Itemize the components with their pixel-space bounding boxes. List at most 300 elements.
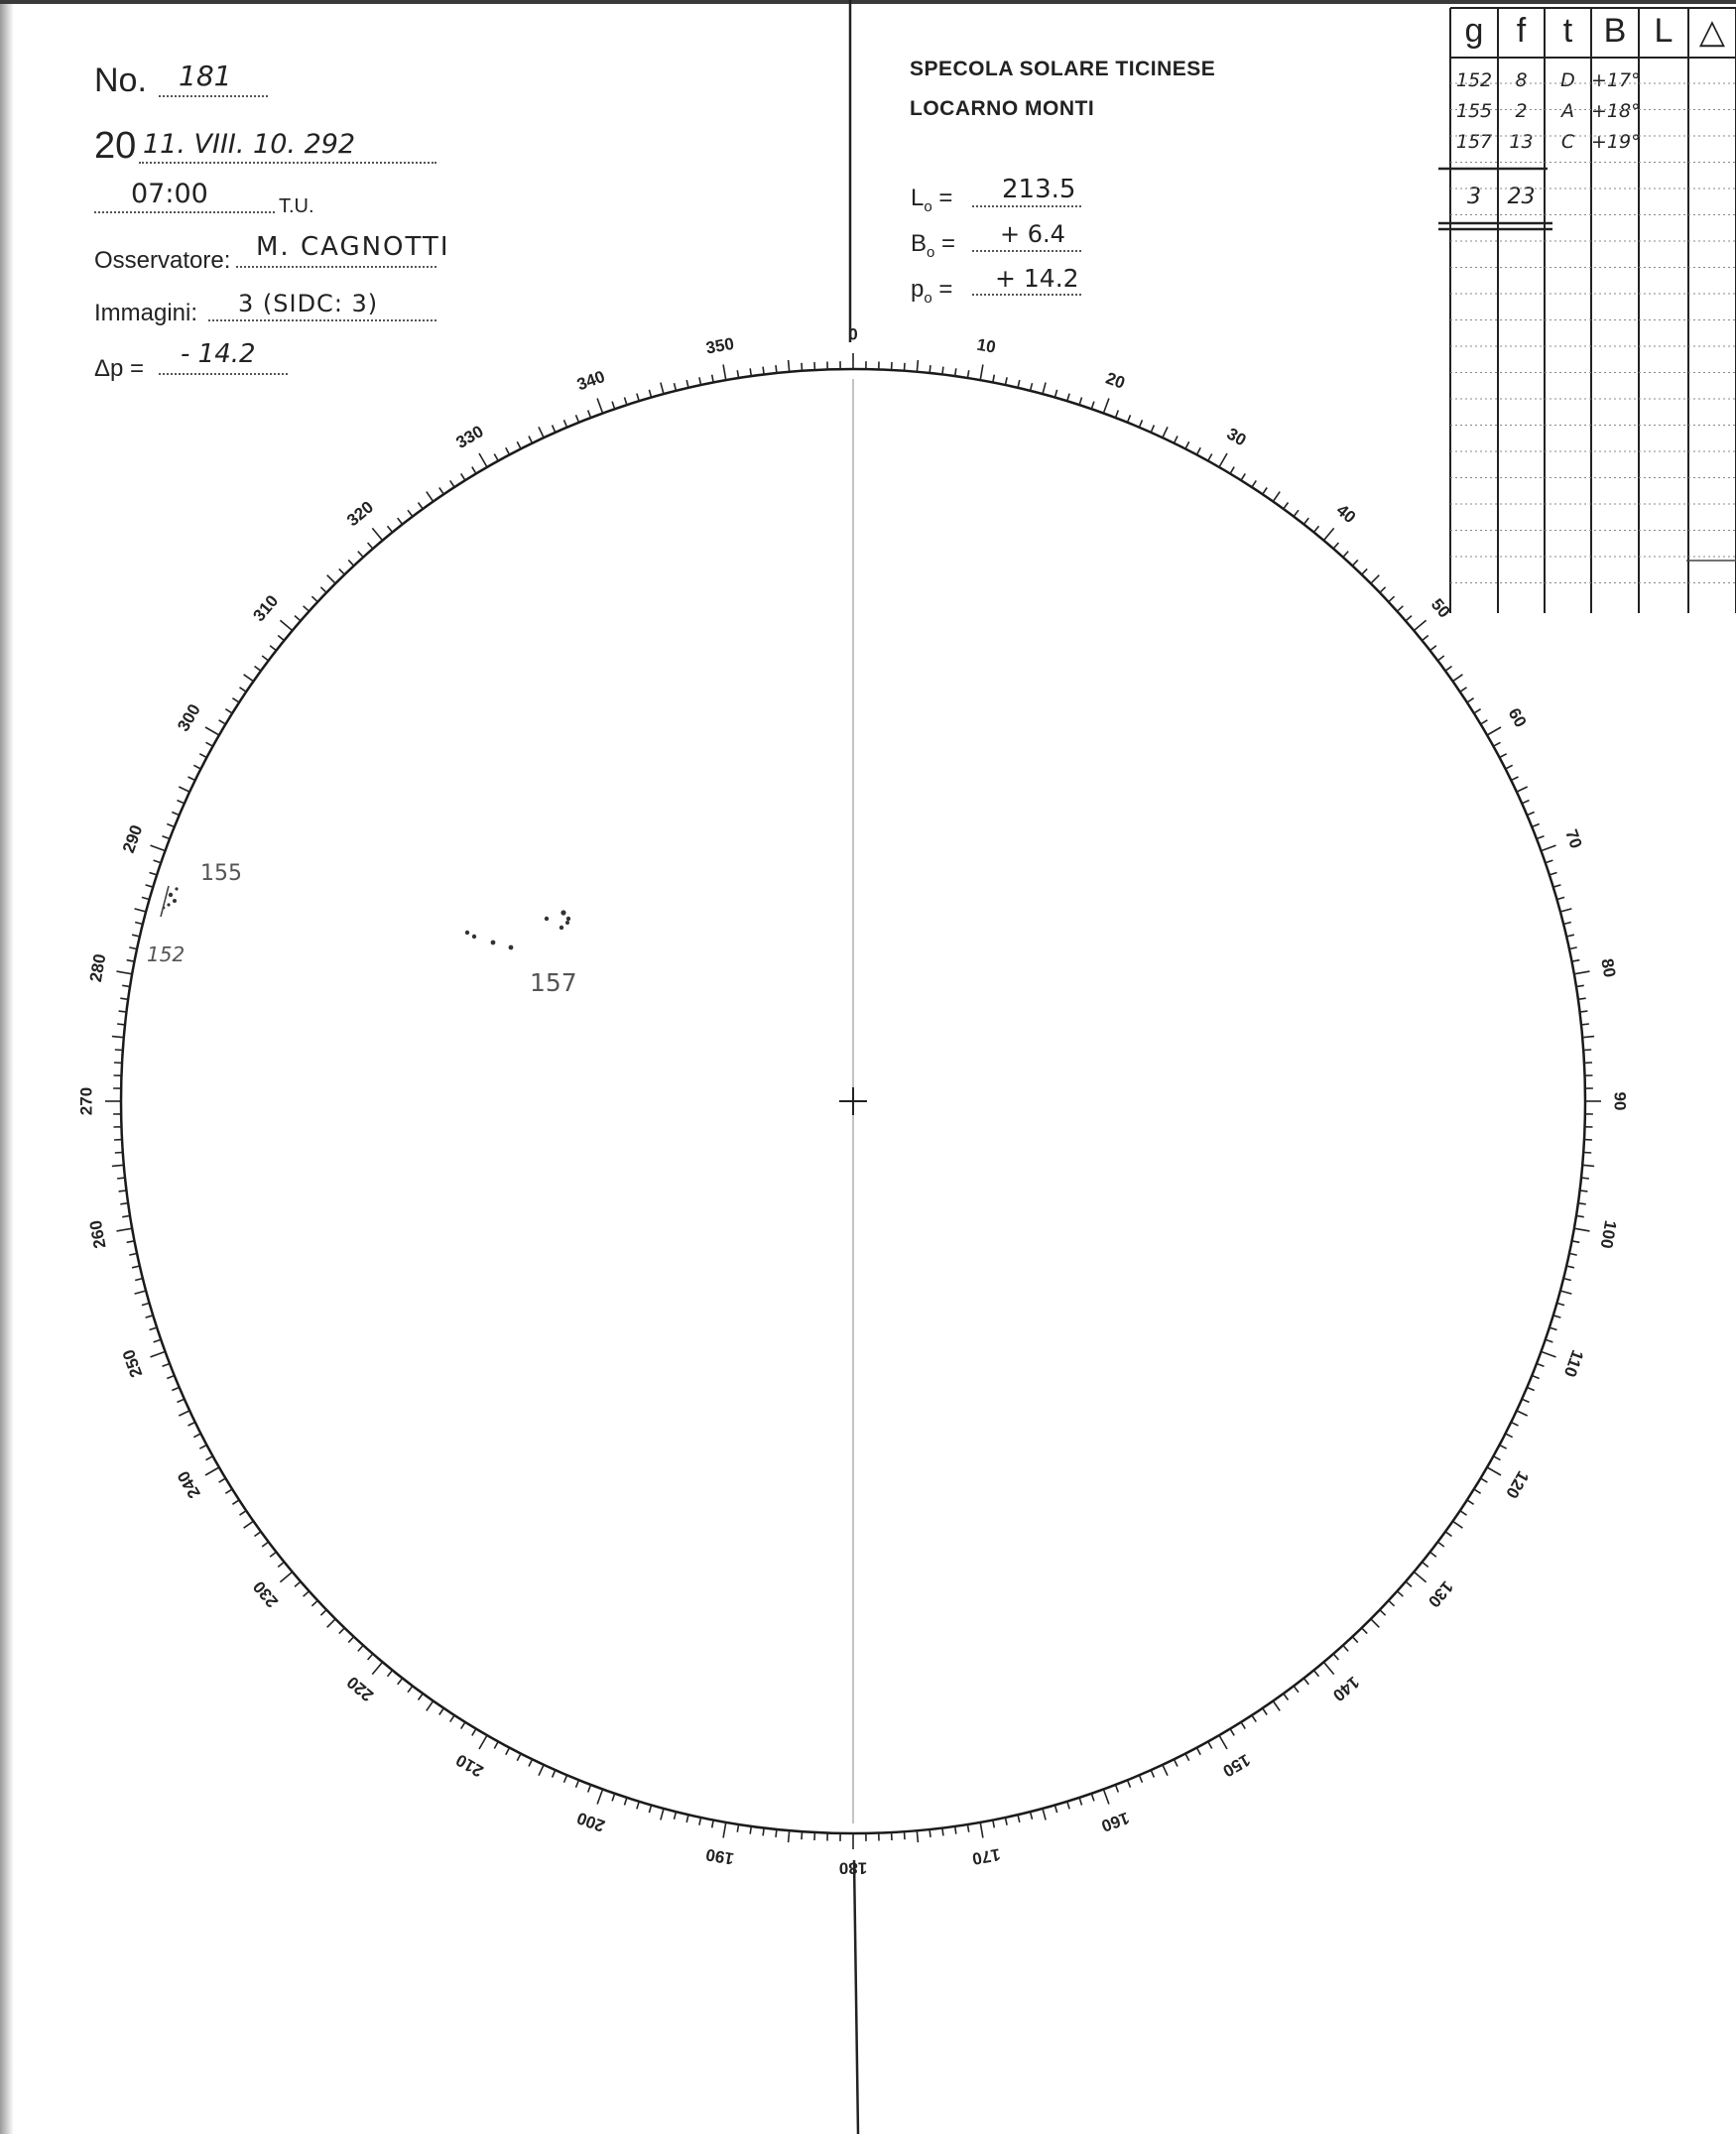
- table-cell: +19°: [1591, 131, 1641, 153]
- tick-mark: [278, 636, 284, 641]
- table-header-5: △: [1698, 13, 1726, 51]
- institution-location: LOCARNO MONTI: [910, 97, 1095, 120]
- tick-mark: [154, 860, 162, 863]
- tick-mark: [1128, 1780, 1131, 1787]
- tick-mark: [802, 363, 803, 371]
- tick-mark: [1569, 947, 1577, 949]
- tick-mark: [1323, 1662, 1333, 1674]
- tick-mark: [240, 1511, 247, 1516]
- tick-mark: [1580, 1011, 1588, 1012]
- tick-mark: [612, 402, 615, 410]
- tick-mark: [686, 380, 688, 388]
- tick-mark: [494, 454, 498, 461]
- table-header-2: t: [1562, 12, 1573, 50]
- tick-mark: [1474, 709, 1481, 713]
- tick-mark: [398, 1679, 403, 1685]
- tick-mark: [1163, 427, 1168, 438]
- tick-mark: [588, 1785, 591, 1793]
- tick-mark: [1380, 1610, 1386, 1616]
- tick-mark: [980, 365, 983, 381]
- sunspot: [560, 910, 565, 915]
- tick-mark: [304, 1591, 310, 1596]
- tick-mark: [1406, 1581, 1412, 1586]
- tick-mark: [205, 1467, 219, 1475]
- tick-mark: [1582, 1037, 1594, 1038]
- tick-mark: [1091, 402, 1094, 410]
- tick-mark: [1581, 1178, 1589, 1179]
- tick-label-220: 220: [343, 1672, 378, 1705]
- tick-mark: [1481, 1478, 1488, 1482]
- tick-mark: [1031, 1812, 1033, 1820]
- tick-mark: [1560, 909, 1572, 912]
- tick-mark: [576, 415, 579, 422]
- tick-mark: [1537, 836, 1545, 839]
- tick-label-330: 330: [452, 422, 487, 452]
- tick-mark: [348, 560, 354, 565]
- tick-mark: [1574, 1228, 1590, 1231]
- sunspot: [545, 917, 549, 921]
- tick-mark: [1241, 473, 1245, 480]
- tick-mark: [280, 620, 292, 630]
- tick-mark: [120, 998, 128, 999]
- tick-mark: [942, 1828, 943, 1836]
- tick-mark: [311, 596, 317, 602]
- tick-mark: [1494, 742, 1501, 746]
- tick-mark: [649, 1805, 651, 1813]
- tick-mark: [1581, 1024, 1589, 1025]
- tick-mark: [1430, 646, 1436, 651]
- tick-mark: [179, 1411, 189, 1416]
- tick-mark: [553, 1770, 556, 1777]
- table-cell: 8: [1515, 69, 1528, 91]
- delta-p-value: - 14.2: [181, 339, 256, 369]
- tick-mark: [122, 1215, 130, 1216]
- tick-mark: [150, 1327, 158, 1329]
- tick-mark: [723, 365, 726, 381]
- tick-mark: [1116, 411, 1119, 419]
- tick-mark: [637, 1802, 639, 1810]
- tick-mark: [320, 587, 326, 593]
- images-value: 3 (SIDC: 3): [238, 290, 379, 317]
- tick-mark: [1067, 1802, 1069, 1810]
- tick-mark: [723, 1822, 726, 1838]
- tick-mark: [199, 1445, 206, 1449]
- group-label-157: 157: [530, 968, 577, 997]
- tick-mark: [112, 1165, 124, 1166]
- images-label: Immagini:: [94, 300, 198, 326]
- table-cell: +18°: [1591, 100, 1641, 122]
- P0-value: + 14.2: [995, 264, 1079, 293]
- tick-label-310: 310: [249, 591, 283, 626]
- tick-mark: [127, 1241, 135, 1243]
- tick-mark: [327, 575, 336, 584]
- tick-mark: [1511, 1423, 1518, 1427]
- tick-mark: [675, 1812, 677, 1820]
- tick-mark: [993, 1820, 995, 1827]
- tick-mark: [117, 1024, 125, 1025]
- tick-mark: [1197, 447, 1201, 454]
- tick-mark: [1230, 1729, 1234, 1736]
- tick-mark: [1252, 1715, 1256, 1722]
- tick-mark: [1054, 1805, 1056, 1813]
- tick-mark: [232, 698, 239, 702]
- tick-mark: [1556, 897, 1564, 899]
- tick-mark: [327, 1619, 336, 1628]
- tick-mark: [1031, 383, 1033, 391]
- tick-mark: [1569, 1253, 1577, 1255]
- tick-mark: [1219, 1735, 1227, 1749]
- group-152-marker: [161, 886, 169, 917]
- tick-mark: [1091, 1794, 1094, 1802]
- tick-mark: [129, 947, 137, 949]
- tick-mark: [1139, 420, 1142, 427]
- tick-mark: [372, 1662, 382, 1674]
- tick-mark: [980, 1822, 983, 1838]
- tick-mark: [564, 420, 567, 427]
- tick-mark: [1500, 754, 1507, 758]
- tick-label-50: 50: [1426, 594, 1454, 622]
- tick-label-190: 190: [704, 1844, 736, 1869]
- tick-mark: [1043, 383, 1046, 395]
- tick-mark: [1067, 394, 1069, 402]
- tick-mark: [1522, 1399, 1529, 1402]
- tick-mark: [1467, 698, 1474, 702]
- tick-mark: [675, 383, 677, 391]
- sunspot: [491, 941, 496, 945]
- tick-label-290: 290: [118, 822, 147, 856]
- tick-mark: [163, 1364, 171, 1367]
- tick-mark: [1563, 1279, 1571, 1281]
- tick-mark: [1453, 675, 1463, 682]
- table-header-1: f: [1516, 12, 1527, 50]
- tick-mark: [1371, 575, 1380, 584]
- tick-label-40: 40: [1332, 500, 1360, 528]
- table-cell: 157: [1455, 131, 1493, 153]
- table-cell: 2: [1515, 100, 1528, 122]
- tick-mark: [1175, 437, 1178, 443]
- tick-mark: [132, 935, 140, 937]
- tick-label-170: 170: [970, 1844, 1002, 1869]
- tick-mark: [1273, 1701, 1280, 1711]
- tick-mark: [1445, 1532, 1451, 1537]
- group-label-152: 152: [147, 942, 186, 966]
- tick-label-70: 70: [1561, 826, 1586, 851]
- tick-mark: [255, 667, 261, 672]
- table-cell: C: [1560, 131, 1575, 153]
- tick-mark: [135, 923, 143, 925]
- tick-mark: [472, 1729, 476, 1736]
- tick-mark: [120, 1203, 128, 1204]
- tick-mark: [1583, 1153, 1591, 1154]
- tick-label-60: 60: [1504, 704, 1531, 731]
- tick-mark: [776, 365, 777, 373]
- tick-mark: [320, 1610, 326, 1616]
- tick-mark: [1303, 1679, 1308, 1685]
- tick-mark: [1197, 1748, 1201, 1755]
- tick-mark: [597, 1790, 603, 1805]
- tick-mark: [1481, 720, 1488, 724]
- tick-mark: [905, 1831, 906, 1839]
- tick-mark: [408, 1686, 413, 1692]
- tick-mark: [172, 813, 179, 816]
- tick-mark: [295, 1581, 301, 1586]
- tick-mark: [1263, 1708, 1268, 1715]
- tick-mark: [461, 473, 465, 480]
- tick-mark: [917, 1830, 918, 1842]
- tick-mark: [179, 787, 189, 792]
- tick-mark: [372, 528, 382, 540]
- tick-mark: [1453, 1521, 1463, 1528]
- tick-mark: [1116, 1785, 1119, 1793]
- sunspot: [559, 926, 563, 930]
- tick-mark: [967, 370, 968, 378]
- tick-mark: [1532, 824, 1539, 827]
- tick-mark: [1532, 1376, 1539, 1379]
- tick-mark: [439, 1708, 444, 1715]
- tick-mark: [1079, 398, 1081, 406]
- tick-mark: [1397, 606, 1403, 611]
- tick-label-140: 140: [1328, 1672, 1363, 1705]
- tick-mark: [146, 885, 154, 887]
- tick-mark: [1230, 467, 1234, 474]
- group-label-155: 155: [200, 861, 242, 886]
- tick-mark: [398, 518, 403, 524]
- tick-mark: [1406, 616, 1412, 621]
- tick-mark: [789, 360, 790, 372]
- tick-mark: [737, 370, 738, 378]
- tick-mark: [193, 765, 200, 769]
- tick-mark: [127, 960, 135, 962]
- tick-mark: [1018, 380, 1020, 388]
- delta-p-label: Δp =: [94, 355, 145, 382]
- tick-mark: [661, 383, 664, 395]
- time-unit: T.U.: [279, 195, 314, 217]
- tick-label-250: 250: [118, 1346, 147, 1380]
- tick-mark: [132, 1266, 140, 1268]
- tick-mark: [529, 1759, 533, 1766]
- tick-mark: [206, 742, 213, 746]
- tick-label-240: 240: [174, 1467, 204, 1502]
- tick-mark: [529, 437, 533, 443]
- tick-mark: [1151, 1770, 1154, 1777]
- tick-mark: [1362, 1628, 1368, 1634]
- tick-mark: [135, 1279, 143, 1281]
- time-value: 07:00: [131, 179, 208, 209]
- tick-mark: [255, 1532, 261, 1537]
- tick-mark: [776, 1829, 777, 1837]
- tick-mark: [1185, 441, 1189, 448]
- tick-mark: [311, 1600, 317, 1606]
- tick-mark: [1103, 399, 1109, 414]
- tick-mark: [122, 985, 130, 986]
- tick-mark: [117, 1228, 133, 1231]
- tick-mark: [1128, 415, 1131, 422]
- tick-label-230: 230: [249, 1576, 283, 1611]
- P0-label: $p_o$ =: [911, 276, 953, 307]
- table-header-4: L: [1654, 12, 1674, 50]
- tick-mark: [1005, 1818, 1007, 1825]
- tick-mark: [712, 1820, 714, 1827]
- tick-label-10: 10: [975, 334, 998, 357]
- tick-mark: [142, 897, 150, 899]
- tick-mark: [955, 1826, 956, 1834]
- tick-mark: [450, 480, 454, 487]
- table-header-3: B: [1603, 12, 1627, 50]
- tick-mark: [1582, 1165, 1594, 1166]
- tick-mark: [172, 1387, 179, 1390]
- tick-mark: [1546, 1339, 1553, 1342]
- tick-mark: [1241, 1722, 1245, 1729]
- tick-mark: [278, 1562, 284, 1567]
- tick-mark: [1333, 1654, 1338, 1660]
- tick-label-100: 100: [1596, 1218, 1621, 1250]
- tick-mark: [1537, 1364, 1545, 1367]
- table-cell: D: [1560, 69, 1575, 91]
- tick-mark: [1313, 1671, 1318, 1677]
- tick-mark: [1576, 1215, 1584, 1216]
- tick-mark: [119, 1011, 127, 1012]
- tick-mark: [506, 447, 510, 454]
- B0-value: + 6.4: [1000, 220, 1065, 248]
- tick-mark: [637, 394, 639, 402]
- tick-mark: [461, 1722, 465, 1729]
- tick-mark: [142, 1303, 150, 1305]
- L0-label: $L_o$ =: [911, 185, 953, 215]
- bottom-divider-line: [854, 1860, 858, 2134]
- tick-label-320: 320: [343, 497, 378, 531]
- tick-mark: [262, 1542, 268, 1547]
- tick-mark: [905, 363, 906, 371]
- tick-mark: [368, 543, 373, 549]
- tick-mark: [1460, 1511, 1467, 1516]
- tick-mark: [146, 1316, 154, 1318]
- tick-mark: [1474, 1489, 1481, 1493]
- tick-mark: [1273, 492, 1280, 502]
- tick-mark: [1371, 1619, 1380, 1628]
- tick-mark: [1352, 560, 1358, 565]
- tick-mark: [763, 367, 764, 375]
- number-value: 181: [179, 60, 232, 92]
- tick-mark: [802, 1831, 803, 1839]
- tick-label-260: 260: [85, 1218, 110, 1250]
- tick-label-90: 90: [1610, 1091, 1630, 1111]
- tick-mark: [1389, 1600, 1395, 1606]
- tick-mark: [1571, 1241, 1579, 1243]
- tick-mark: [358, 552, 363, 558]
- tick-mark: [539, 1765, 544, 1776]
- tick-mark: [1380, 587, 1386, 593]
- tick-mark: [1252, 480, 1256, 487]
- tick-mark: [1511, 777, 1518, 781]
- tick-mark: [129, 1253, 137, 1255]
- table-cell: +17°: [1591, 69, 1641, 91]
- tick-mark: [472, 467, 476, 474]
- tick-mark: [1343, 552, 1348, 558]
- tick-mark: [1506, 1434, 1513, 1438]
- tick-mark: [1580, 1191, 1588, 1192]
- tick-label-270: 270: [76, 1086, 96, 1116]
- sunspot: [509, 945, 514, 950]
- tick-label-180: 180: [838, 1858, 868, 1878]
- tick-mark: [1313, 526, 1318, 532]
- tick-mark: [193, 1434, 200, 1438]
- tick-mark: [1487, 727, 1501, 735]
- tick-mark: [576, 1780, 579, 1787]
- number-label: No.: [94, 62, 147, 99]
- tick-mark: [388, 526, 393, 532]
- observer-label: Osservatore:: [94, 247, 231, 274]
- tick-mark: [1506, 765, 1513, 769]
- tick-mark: [117, 971, 133, 974]
- tick-mark: [699, 377, 701, 385]
- tick-mark: [1294, 1686, 1299, 1692]
- tick-mark: [625, 1798, 627, 1806]
- tick-mark: [154, 1339, 162, 1342]
- tick-mark: [1054, 390, 1056, 398]
- tick-mark: [1437, 656, 1443, 661]
- tick-mark: [1542, 1351, 1556, 1357]
- tick-label-30: 30: [1223, 424, 1250, 450]
- tick-mark: [1527, 1387, 1534, 1390]
- tick-mark: [388, 1671, 393, 1677]
- tick-mark: [115, 1050, 123, 1051]
- tick-mark: [1460, 688, 1467, 692]
- tick-mark: [1517, 787, 1528, 792]
- tick-mark: [967, 1824, 968, 1832]
- tick-mark: [1578, 998, 1586, 999]
- tick-mark: [1560, 1291, 1572, 1294]
- institution-name: SPECOLA SOLARE TICINESE: [910, 58, 1216, 80]
- sunspot: [566, 917, 570, 921]
- tick-mark: [1414, 620, 1426, 630]
- tick-mark: [205, 727, 219, 735]
- tick-mark: [1430, 1552, 1436, 1557]
- tick-mark: [188, 1423, 195, 1427]
- tick-mark: [1219, 453, 1227, 467]
- tick-mark: [564, 1775, 567, 1782]
- tick-mark: [348, 1637, 354, 1643]
- sunspot: [169, 893, 173, 897]
- tick-label-300: 300: [174, 700, 204, 735]
- tick-mark: [1043, 1809, 1046, 1820]
- table-total-cell: 3: [1467, 185, 1481, 209]
- tick-mark: [244, 675, 254, 682]
- tick-mark: [1542, 845, 1556, 851]
- tick-mark: [280, 1571, 292, 1581]
- B0-label: $B_o$ =: [911, 230, 956, 261]
- tick-mark: [450, 1715, 454, 1722]
- tick-mark: [368, 1654, 373, 1660]
- tick-mark: [1389, 596, 1395, 602]
- tick-mark: [1522, 801, 1529, 804]
- tick-mark: [1423, 636, 1428, 641]
- table-total-cell: 23: [1507, 185, 1536, 209]
- date-value: 11. VIII. 10. 292: [143, 129, 356, 160]
- sunspot: [173, 899, 177, 903]
- tick-mark: [612, 1794, 615, 1802]
- tick-mark: [358, 1645, 363, 1651]
- tick-mark: [539, 427, 544, 438]
- tick-mark: [737, 1824, 738, 1832]
- tick-mark: [1574, 971, 1590, 974]
- tick-mark: [789, 1830, 790, 1842]
- tick-mark: [1553, 885, 1561, 887]
- tick-mark: [1103, 1790, 1109, 1805]
- tick-label-280: 280: [85, 952, 110, 984]
- tick-mark: [553, 426, 556, 433]
- tick-mark: [1163, 1765, 1168, 1776]
- tick-mark: [232, 1500, 239, 1504]
